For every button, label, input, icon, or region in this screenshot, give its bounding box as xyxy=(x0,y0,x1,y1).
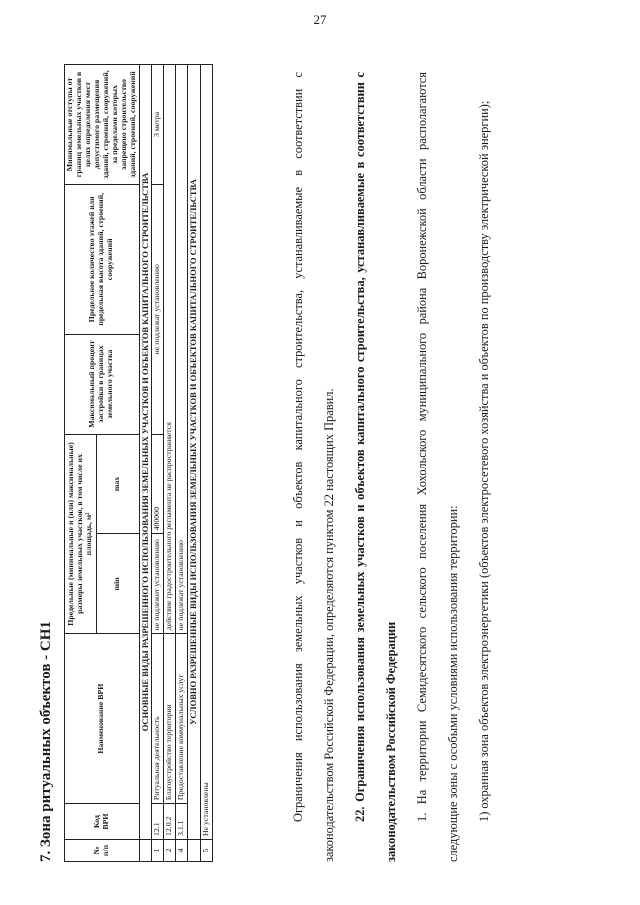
section-heading xyxy=(345,72,407,862)
rotated-content xyxy=(38,62,598,862)
table-row xyxy=(152,65,164,862)
section-heading-text: Ограничения использования земельных участков и объектов капитального строительства, устанавливаемые в соответствии с законодательством Российской Федерации xyxy=(353,72,398,862)
row-code: 12.1 xyxy=(152,804,164,840)
header-setback: Минимальные отступы от границ земельных участков в целях определения мест допустимого размещения зданий, строений, сооружений, за пределами которых запрещено строительство зданий, строений, сооружений xyxy=(65,65,140,185)
row-num: 2 xyxy=(164,840,176,862)
section-heading-number: 22. xyxy=(353,806,367,822)
row-percent: не подлежат установлению xyxy=(152,184,164,434)
header-num: № п/п xyxy=(65,840,140,862)
row-name: Ритуальная деятельность xyxy=(152,634,164,804)
row-num: 4 xyxy=(176,840,188,862)
header-min: min xyxy=(96,534,139,634)
header-code: Код ВРИ xyxy=(65,804,140,840)
header-size-group: Предельные (минимальные и (или) максимальные) размеры земельных участков, в том числе их площадь, м² xyxy=(65,434,97,634)
paragraph-territory: 1. На территории Семидесятского сельского поселения Хохольского муниципального района Воронежской области располагаются следующие зоны с особыми условиями использования территории: xyxy=(415,72,460,862)
row-code: 12.0.2 xyxy=(164,804,176,840)
row-name: Не установлены xyxy=(201,65,213,840)
zone-table xyxy=(64,64,213,862)
row-name: Благоустройство территории xyxy=(164,634,176,804)
header-percent: Максимальный процент застройки в границах земельного участка xyxy=(65,334,140,434)
header-floors: Предельное количество этажей или предельная высота зданий, строений, сооружений xyxy=(65,184,140,334)
header-max: max xyxy=(96,434,139,534)
table-row xyxy=(201,65,213,862)
zone-title: 7. Зона ритуальных объектов - СН1 xyxy=(38,621,54,862)
row-num: 1 xyxy=(152,840,164,862)
text-block xyxy=(283,72,500,862)
row-code: 3.1.1 xyxy=(176,804,188,840)
header-row xyxy=(65,65,97,862)
section-cond-row xyxy=(188,65,201,862)
header-name: Наименование ВРИ xyxy=(65,634,140,804)
table-row xyxy=(176,65,188,862)
row-name: Предоставление коммунальных услуг xyxy=(176,634,188,804)
row-setback: 3 метра xyxy=(152,65,164,185)
section-cond: УСЛОВНО РАЗРЕШЕННЫЕ ВИДЫ ИСПОЛЬЗОВАНИЯ ЗЕМЕЛЬНЫХ УЧАСТКОВ И ОБЪЕКТОВ КАПИТАЛЬНОГО СТРОИТЕЛЬСТВА xyxy=(188,65,201,840)
row-min: не подлежит установлению xyxy=(152,534,164,634)
page-number: 27 xyxy=(313,12,327,27)
section-main: ОСНОВНЫЕ ВИДЫ РАЗРЕШЕННОГО ИСПОЛЬЗОВАНИЯ ЗЕМЕЛЬНЫХ УЧАСТКОВ И ОБЪЕКТОВ КАПИТАЛЬНОГО СТРОИТЕЛЬСТВА xyxy=(139,65,152,840)
row-merged: действие градостроительного регламента не распространяется xyxy=(164,65,176,634)
paragraph-zone-1: 1) охранная зона объектов электроэнергетики (объектов электросетевого хозяйства и объектов по производству электрической энергии); xyxy=(477,100,491,822)
section-main-row xyxy=(139,65,152,862)
table-row xyxy=(164,65,176,862)
row-max: 400000 xyxy=(152,434,164,534)
paragraph-restrictions: Ограничения использования земельных участков и объектов капитального строительства, устанавливаемые в соответствии с законодательством Российской Федерации, определяются пунктом 22 настоящих Правил. xyxy=(291,72,336,862)
row-num: 5 xyxy=(201,840,213,862)
row-merged: не подлежат установлению xyxy=(176,65,188,634)
